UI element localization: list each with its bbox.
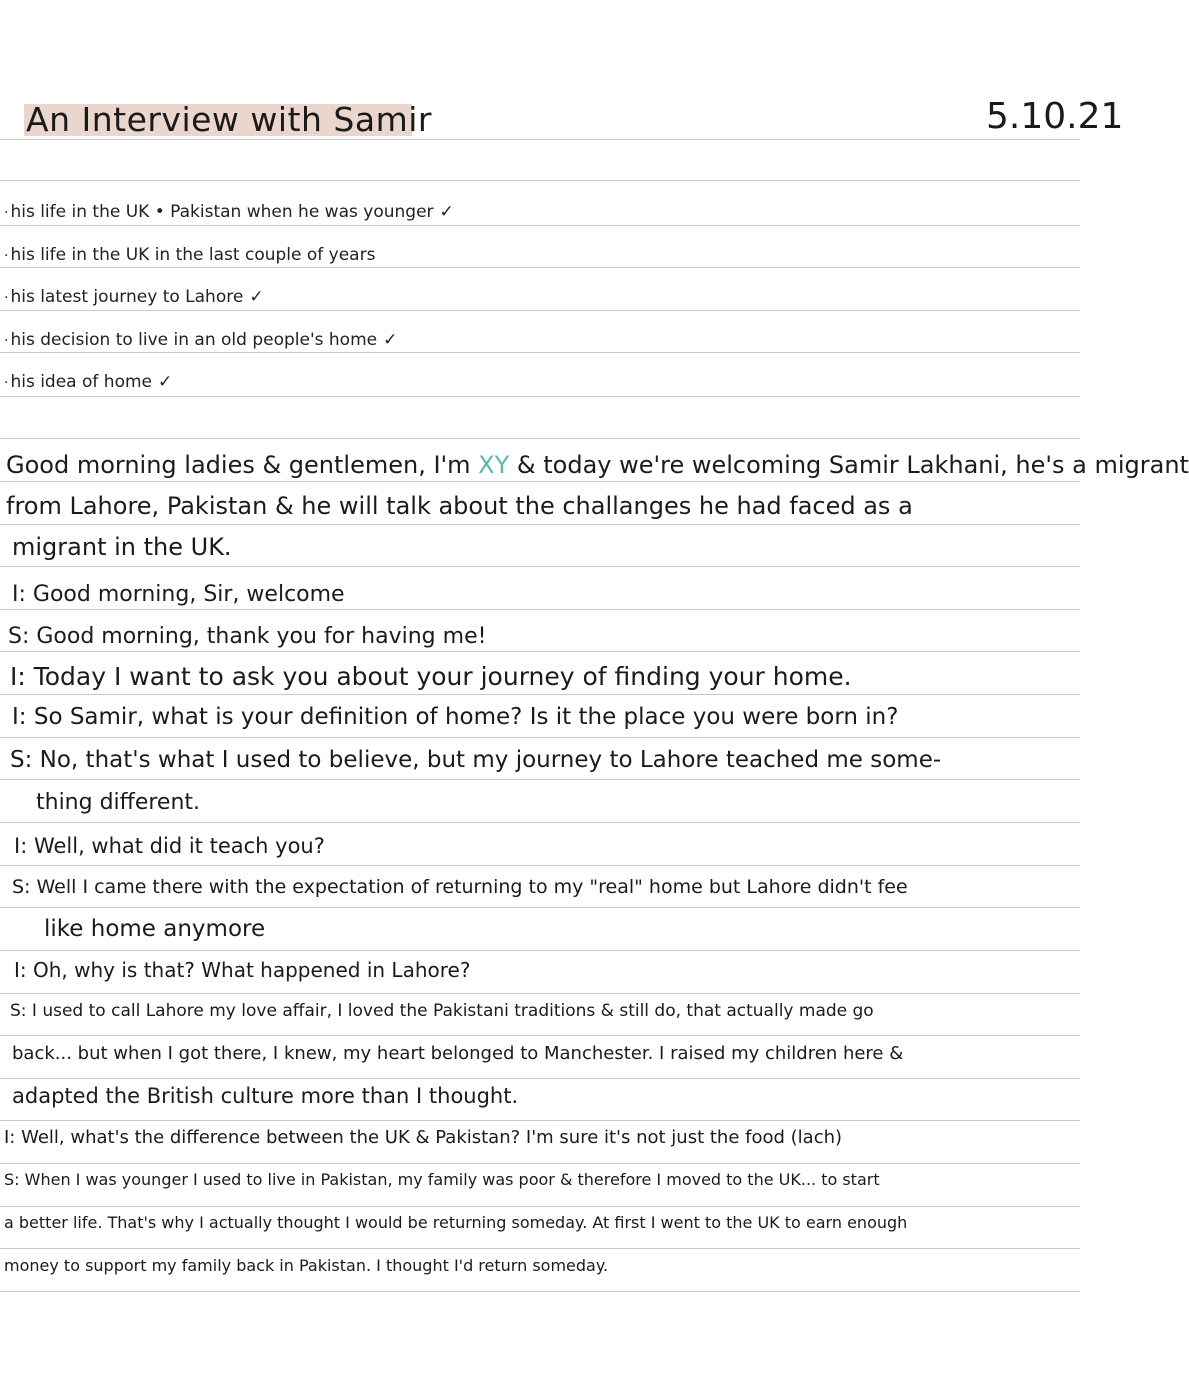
topic-item — [4, 202, 454, 222]
dialogue-line: I: Good morning, Sir, welcome — [12, 582, 345, 607]
dialogue-line: S: Good morning, thank you for having me! — [8, 624, 487, 649]
checkmark-icon: ✓ — [249, 287, 264, 307]
topic-text: his decision to live in an old people's home — [10, 330, 378, 350]
bullet-dot-icon: · — [4, 248, 9, 264]
dialogue-line: adapted the British culture more than I thought. — [12, 1084, 519, 1108]
dialogue-line: I: So Samir, what is your definition of home? Is it the place you were born in? — [12, 704, 899, 730]
topic-item — [4, 287, 264, 307]
ruled-line — [0, 651, 1080, 652]
dialogue-line: back... but when I got there, I knew, my heart belonged to Manchester. I raised my children here & — [12, 1043, 904, 1064]
ruled-line — [0, 1291, 1080, 1292]
ruled-line — [0, 822, 1080, 823]
bullet-dot-icon: · — [4, 290, 9, 306]
topic-item — [4, 245, 381, 265]
topic-text: his idea of home — [10, 372, 152, 392]
ruled-line — [0, 225, 1080, 226]
ruled-line — [0, 352, 1080, 353]
ruled-line — [0, 1035, 1080, 1036]
ruled-line — [0, 694, 1080, 695]
ruled-line — [0, 524, 1080, 525]
dialogue-line: a better life. That's why I actually thought I would be returning someday. At first I went to the UK to earn enough — [4, 1213, 908, 1232]
ruled-line — [0, 139, 1080, 140]
ruled-line — [0, 737, 1080, 738]
dialogue-line: I: Oh, why is that? What happened in Lahore? — [14, 958, 471, 982]
ruled-line — [0, 566, 1080, 567]
ruled-line — [0, 267, 1080, 268]
intro-line — [6, 451, 1189, 479]
topic-item — [4, 330, 397, 350]
intro-line: migrant in the UK. — [12, 533, 232, 561]
topic-text: his latest journey to Lahore — [10, 287, 244, 307]
dialogue-line: S: No, that's what I used to believe, but my journey to Lahore teached me some- — [10, 747, 942, 773]
topic-item — [4, 372, 172, 392]
dialogue-line: S: Well I came there with the expectation of returning to my "real" home but Lahore didn't fee — [12, 876, 908, 898]
ruled-line — [0, 779, 1080, 780]
ruled-line — [0, 907, 1080, 908]
ruled-line — [0, 865, 1080, 866]
dialogue-line: like home anymore — [44, 916, 266, 942]
intro-text: Good morning ladies & gentlemen, I'm — [6, 451, 479, 479]
ruled-line — [0, 396, 1080, 397]
ruled-line — [0, 310, 1080, 311]
ruled-line — [0, 1248, 1080, 1249]
bullet-dot-icon: · — [4, 375, 9, 391]
topic-text: his life in the UK • Pakistan when he was younger — [10, 202, 434, 222]
page-title: An Interview with Samir — [26, 100, 432, 139]
dialogue-line: money to support my family back in Pakistan. I thought I'd return someday. — [4, 1256, 609, 1275]
ruled-line — [0, 1078, 1080, 1079]
dialogue-line: S: When I was younger I used to live in Pakistan, my family was poor & therefore I moved to the UK... to start — [4, 1170, 880, 1189]
page-date: 5.10.21 — [986, 96, 1124, 137]
bullet-dot-icon: · — [4, 205, 9, 221]
ruled-line — [0, 438, 1080, 439]
bullet-dot-icon: · — [4, 333, 9, 349]
topic-text: his life in the UK in the last couple of years — [10, 245, 376, 265]
ruled-line — [0, 1206, 1080, 1207]
ruled-line — [0, 180, 1080, 181]
intro-line: from Lahore, Pakistan & he will talk about the challanges he had faced as a — [6, 492, 913, 520]
dialogue-line: I: Well, what did it teach you? — [14, 834, 325, 858]
ruled-line — [0, 1163, 1080, 1164]
checkmark-icon: ✓ — [383, 330, 398, 350]
interviewer-name: XY — [478, 451, 510, 479]
ruled-line — [0, 1120, 1080, 1121]
dialogue-line: thing different. — [36, 790, 201, 815]
checkmark-icon: ✓ — [158, 372, 173, 392]
ruled-line — [0, 993, 1080, 994]
checkmark-icon: ✓ — [439, 202, 454, 222]
dialogue-line: S: I used to call Lahore my love affair, I loved the Pakistani traditions & still do, that actually made go — [10, 1001, 874, 1021]
ruled-line — [0, 609, 1080, 610]
dialogue-line: I: Today I want to ask you about your journey of finding your home. — [10, 662, 852, 691]
dialogue-line: I: Well, what's the difference between the UK & Pakistan? I'm sure it's not just the food (lach) — [4, 1127, 843, 1148]
intro-text: & today we're welcoming Samir Lakhani, he's a migrant — [509, 451, 1189, 479]
ruled-line — [0, 481, 1080, 482]
ruled-line — [0, 950, 1080, 951]
